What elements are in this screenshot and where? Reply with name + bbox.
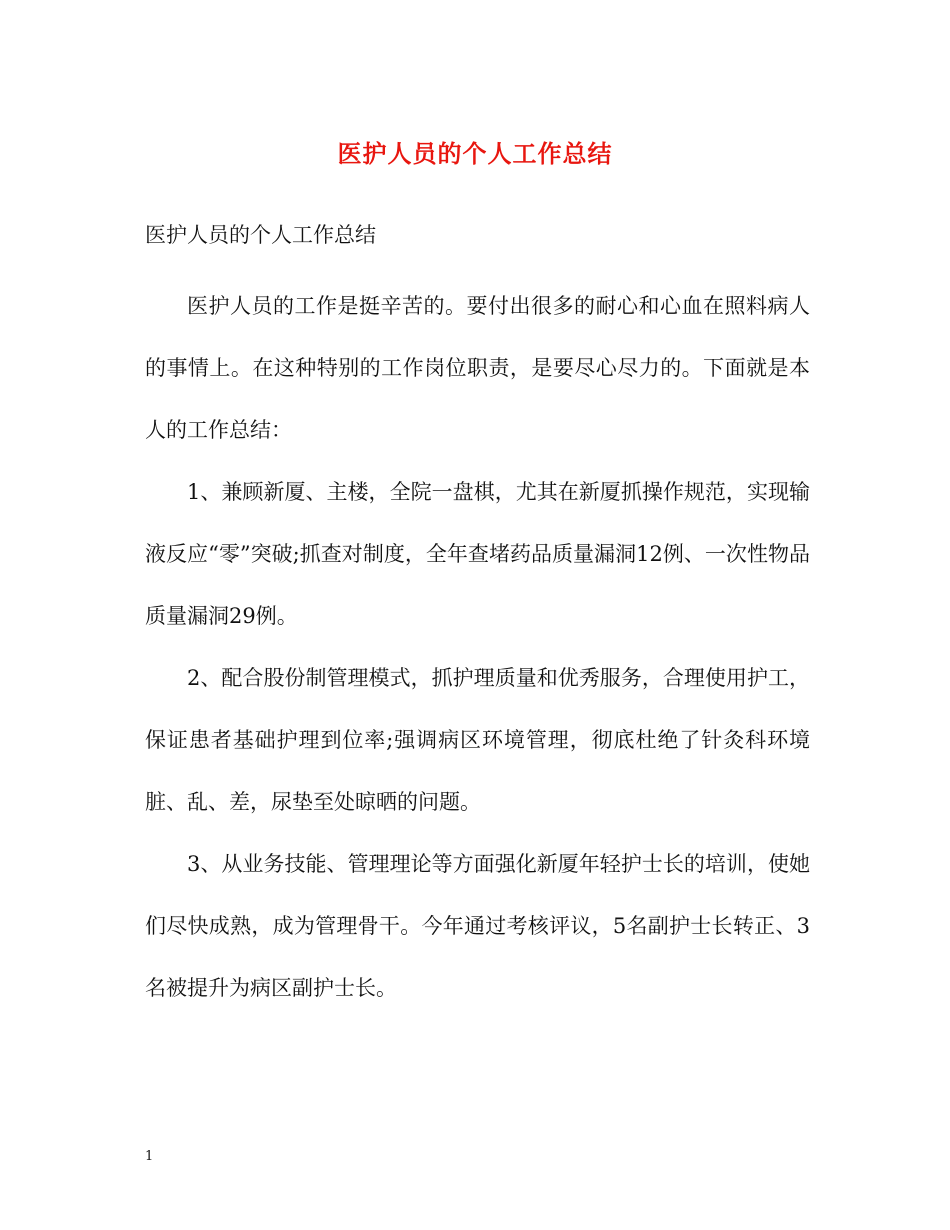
paragraph-item-2: 2、配合股份制管理模式，抓护理质量和优秀服务，合理使用护工，保证患者基础护理到位率;强调病区环境管理，彻底杜绝了针灸科环境脏、乱、差，尿垫至处晾晒的问题。 [145,666,810,814]
document-body [145,220,810,1019]
document-title: 医护人员的个人工作总结 [337,140,613,168]
paragraph-intro: 医护人员的工作是挺辛苦的。要付出很多的耐心和心血在照料病人的事情上。在这种特别的工作岗位职责，是要尽心尽力的。下面就是本人的工作总结： [145,294,810,442]
document-subtitle: 医护人员的个人工作总结 [145,223,376,247]
paragraph-item-3: 3、从业务技能、管理理论等方面强化新厦年轻护士长的培训，使她们尽快成熟，成为管理骨干。今年通过考核评议，5名副护士长转正、3名被提升为病区副护士长。 [145,852,810,1000]
page-number: 1 [145,1149,154,1164]
paragraph-item-1: 1、兼顾新厦、主楼，全院一盘棋，尤其在新厦抓操作规范，实现输液反应“零”突破;抓查对制度，全年查堵药品质量漏洞12例、一次性物品质量漏洞29例。 [145,480,810,628]
